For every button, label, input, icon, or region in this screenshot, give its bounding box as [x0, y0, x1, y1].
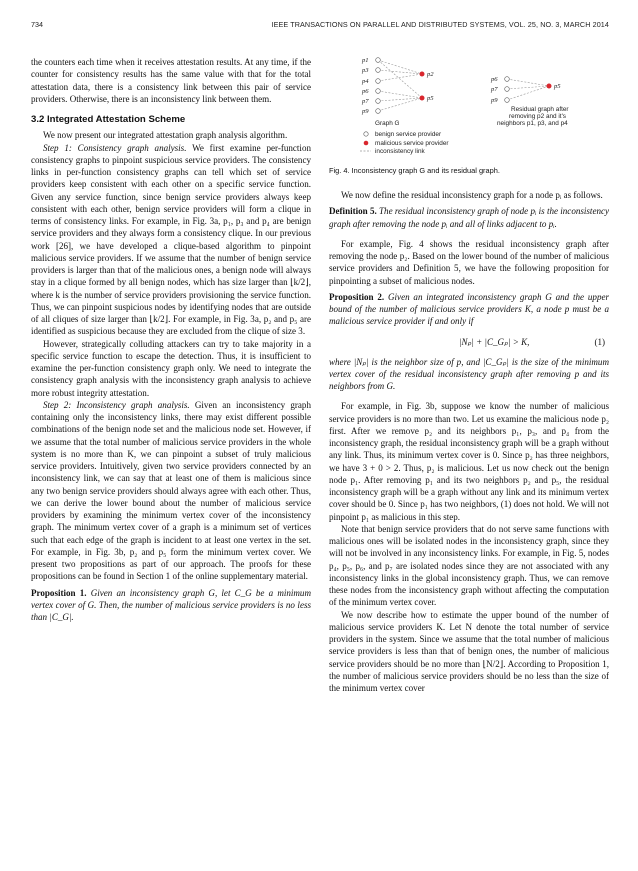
proposition-1 [31, 587, 311, 624]
step2-label: Step 2: Inconsistency graph analysis. [43, 399, 190, 410]
residual-label-line-1: Residual graph after [511, 106, 569, 113]
benign-node [376, 79, 381, 84]
definition-5 [329, 205, 609, 230]
node-label: p2 [427, 71, 434, 78]
link [507, 86, 549, 89]
benign-node [505, 87, 510, 92]
step2-paragraph [31, 399, 311, 583]
benign-node [376, 89, 381, 94]
figure-legend [360, 131, 449, 155]
node-label: p1 [362, 57, 369, 64]
malicious-node [420, 96, 425, 101]
link [378, 60, 422, 98]
node-label: p4 [362, 78, 369, 85]
graph-g-node-labels [361, 57, 434, 115]
right-paragraph-1: We now define the residual inconsistency graph for a node pᵢ as follows. [341, 190, 603, 200]
step1-paragraph [31, 142, 311, 338]
right-paragraph-4: Note that benign service providers that do not serve same functions with malicious ones will be isolated nodes in the inconsistency graph, since they will not be involved in any inconsistency links. For example, in Fig. 5, nodes p₄, p₅, p₆, and p₇ are isolated nodes since they are not associated with any inconsistency links in the global inconsistency graph. Thus, we can remove these nodes from the inconsistency graph without affecting the computation of the minimum vertex cover. [329, 523, 609, 608]
right-paragraph-5: We now describe how to estimate the upper bound of the number of malicious service providers K. Let N denote the total number of service providers in the system. Since we assume that the total number of malicious service providers is less than that of benign ones, the number of malicious service providers should be no more than ⌊N/2⌋. According to Proposition 1, the number of malicious service providers should be no less than the size of the minimum vertex cover [329, 609, 609, 693]
step1-label: Step 1: Consistency graph analysis. [43, 142, 187, 153]
legend-malicious-label: malicious service provider [375, 140, 449, 147]
definition-5-label: Definition 5. [329, 206, 377, 217]
running-header [31, 20, 609, 32]
node-label: p9 [362, 108, 369, 115]
graph-g-label: Graph G [375, 120, 400, 127]
node-label: p7 [362, 98, 369, 105]
legend-benign-icon [364, 132, 368, 136]
residual-links [507, 79, 549, 100]
equation-number: (1) [594, 336, 605, 347]
benign-node [376, 58, 381, 63]
residual-label-line-2: removing p2 and it's [509, 113, 566, 120]
node-label: p7 [491, 86, 498, 93]
residual-node-labels [490, 76, 561, 104]
page-number: 734 [31, 20, 43, 29]
malicious-node [420, 72, 425, 77]
left-paragraph-1: the counters each time when it receives attestation results. At any time, if the counter for consistency results has the same value with that for the total attestation data, there is a consistency link between this pair of service providers. Otherwise, there is an inconsistency link between them. [31, 57, 311, 104]
left-column [31, 56, 311, 625]
residual-label-line-3: neighbors p1, p3, and p4 [497, 120, 568, 127]
graph-g-links [378, 60, 422, 111]
definition-5-text: The residual inconsistency graph of node pᵢ is the inconsistency graph after removing the node pᵢ and all of links adjacent to pᵢ. [329, 206, 610, 229]
proposition-2-continuation: where |Nₚ| is the neighbor size of p, and |C_Gₚ| is the size of the minimum vertex cover of the residual inconsistency graph after removing p and its neighbors from G. [329, 356, 609, 391]
node-label: p9 [491, 97, 498, 104]
step2-text: Given an inconsistency graph containing only the inconsistency links, there may exist different possible combinations of the benign node set and the malicious node set. However, if we assume that the total number of malicious service providers in the whole system is no more than K, we can pinpoint a subset of truly malicious service providers. Intuitively, given two service providers connected by an inconsistency link, we can say that at least one of them is malicious since any two benign service providers should always agree with each other. Thus, we can derive the lower bound about the number of malicious service providers by examining the minimum vertex cover of the inconsistency graph. The minimum vertex cover of a graph is a minimum set of vertices such that each edge of the graph is incident to at least one vertex in the set. For example, in Fig. 3b, p₂ and p₅ form the minimum vertex cover. We present two propositions as part of our approach. The proofs for these propositions can be found in Section 1 of the online supplementary material. [31, 399, 311, 582]
journal-title: IEEE TRANSACTIONS ON PARALLEL AND DISTRIBUTED SYSTEMS, VOL. 25, NO. 3, MARCH 2014 [271, 20, 609, 29]
benign-node [376, 109, 381, 114]
node-label: p5 [427, 95, 434, 102]
equation-1 [329, 332, 609, 354]
node-label: p6 [362, 88, 369, 95]
right-paragraph-2: For example, Fig. 4 shows the residual inconsistency graph after removing the node p₂. Based on the lower bound of the number of malicious service providers and Definition 5, we have the following proposition for pinpointing a subset of malicious nodes. [329, 238, 609, 286]
proposition-1-label: Proposition 1. [31, 587, 87, 598]
figure-4 [329, 50, 609, 166]
benign-node [376, 68, 381, 73]
legend-malicious-icon [364, 141, 369, 146]
step1-text: We first examine per-function consistency graphs to pinpoint suspicious service providers. The consistency links in per-function consistency graphs can tell which set of service providers keep consistent with each other on a specific service function. Given any service function, since benign service providers always keep consistent with each other, benign service providers will form a clique in terms of consistency links. For example, in Fig. 3a, p₁, p₃ and p₄ are benign service providers and they always form a consistency clique. In our previous work [26], we have developed a clique-based algorithm to pinpoint malicious service providers. If we assume that the number of benign service providers is larger than that of the malicious ones, a benign node will always stay in a clique formed by all benign nodes, which has size larger than ⌊k/2⌋, where k is the number of service providers provisioning the service function. Thus, we can pinpoint suspicious nodes by identifying nodes that are outside of all cliques of size larger than ⌊k/2⌋. For example, in Fig. 3a, p₂ and p₅ are identified as suspicious because they are excluded from the clique of size 3. [31, 142, 311, 337]
benign-node [376, 99, 381, 104]
node-label: p3 [362, 67, 369, 74]
legend-benign-label: benign service provider [375, 131, 442, 138]
figure-caption: Fig. 4. Inconsistency graph G and its residual graph. [329, 166, 500, 175]
legend-inconsistency-label: inconsistency link [375, 148, 425, 155]
malicious-node [547, 84, 552, 89]
benign-node [505, 98, 510, 103]
link [378, 98, 422, 111]
equation-body: |Nₚ| + |C_Gₚ| > K, [459, 336, 530, 347]
proposition-2 [329, 291, 609, 328]
link [378, 74, 422, 81]
left-paragraph-3: However, strategically colluding attackers can try to take majority in a specific service function to escape the detection. Thus, it is insufficient to examine the per-function consistency graph only. We need to integrate the consistency graph analysis with the inconsistency graph analysis to achieve more robust integrity attestation. [31, 338, 311, 398]
benign-node [505, 77, 510, 82]
proposition-1-text: Given an inconsistency graph G, let C_G be a minimum vertex cover of G. Then, the number of malicious service providers is no less than |C_G|. [31, 587, 311, 622]
link [378, 98, 422, 101]
section-heading: 3.2 Integrated Attestation Scheme [31, 114, 186, 125]
node-label: p5 [554, 83, 561, 90]
link [507, 86, 549, 100]
node-label: p6 [491, 76, 498, 83]
right-column [329, 189, 609, 694]
right-paragraph-3: For example, in Fig. 3b, suppose we know the number of malicious service providers is no more than two. Let us examine the malicious node p₂ first. After we remove p₂ and its neighbors p₁, p₃, and p₄ from the inconsistency graph, the residual inconsistency graph will be a graph without any link. Thus, its minimum vertex cover is 0. Since p₂ has three neighbors, we have 3 + 0 > 2. Thus, p₂ is malicious. Let us now check out the benign node p₁. After removing p₁ and its two neighbors p₂ and p₅, the residual inconsistency graph will be a graph without any link and its minimum vertex cover should be 0. Since p₁ has two neighbors, (1) does not hold. We will not pinpoint p₁ as malicious in this step. [329, 401, 609, 522]
left-paragraph-2: We now present our integrated attestation graph analysis algorithm. [43, 130, 288, 141]
link [507, 79, 549, 86]
graph-g-nodes [376, 58, 425, 114]
proposition-2-label: Proposition 2. [329, 291, 385, 302]
proposition-2-text: Given an integrated inconsistency graph G and the upper bound of the number of malicious service providers K, a node p must be a malicious service provider if and only if [329, 291, 609, 327]
